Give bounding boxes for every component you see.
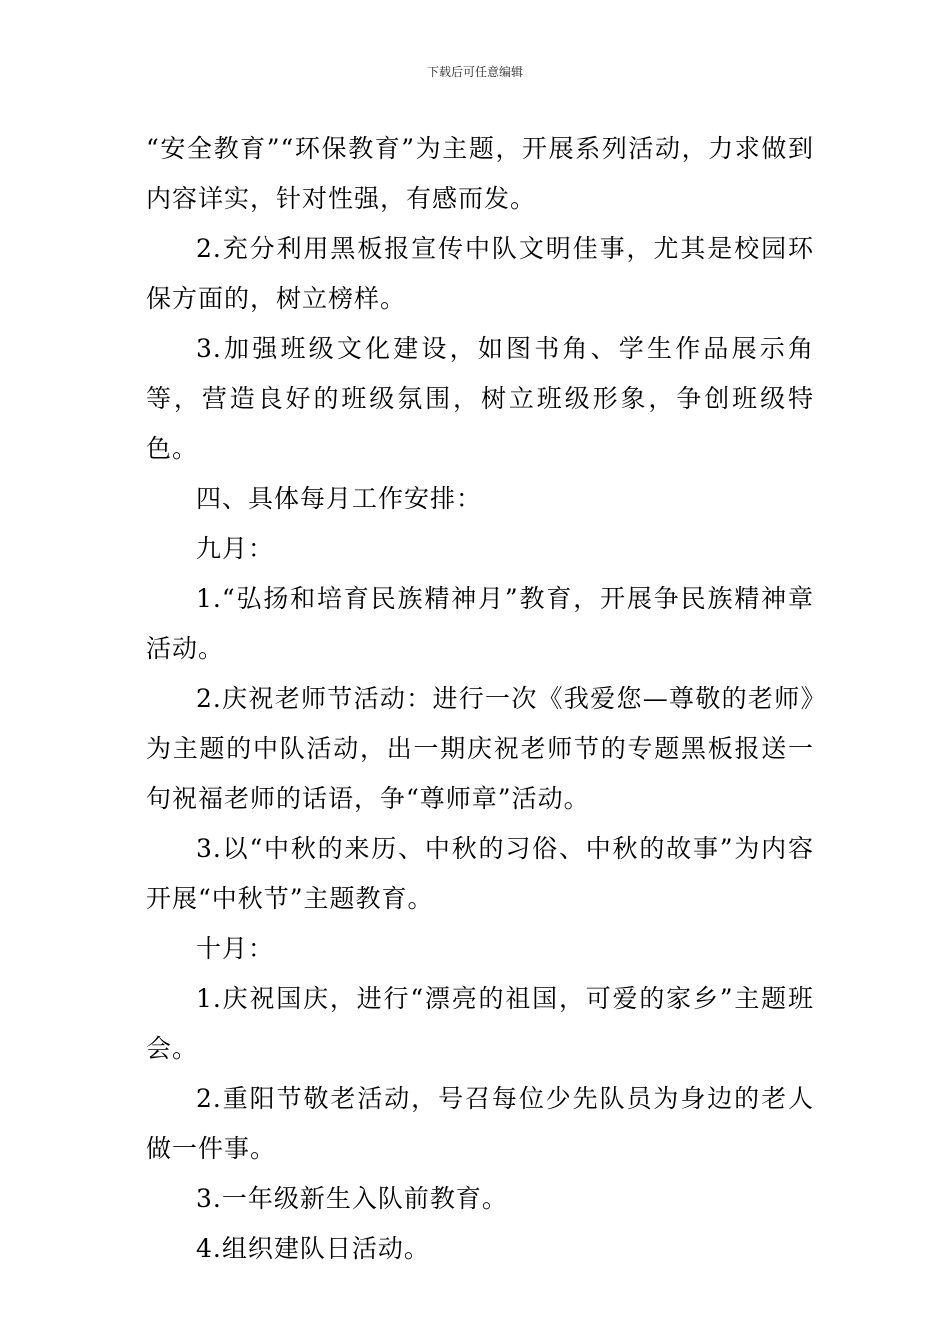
paragraph: 2.充分利用黑板报宣传中队文明佳事，尤其是校园环保方面的，树立榜样。 <box>146 234 814 313</box>
month-heading-september: 九月： <box>196 534 275 563</box>
paragraph: 2.庆祝老师节活动：进行一次《我爱您—尊敬的老师》为主题的中队活动，出一期庆祝老师节的专题黑板报送一句祝福老师的话语，争“尊师章”活动。 <box>146 684 814 813</box>
document-body <box>146 124 814 1274</box>
paragraph: 3.加强班级文化建设，如图书角、学生作品展示角等，营造良好的班级氛围，树立班级形象，争创班级特色。 <box>146 334 814 463</box>
month-heading-october: 十月： <box>196 934 275 963</box>
section-heading: 四、具体每月工作安排： <box>196 484 483 513</box>
paragraph: 4.组织建队日活动。 <box>196 1234 430 1263</box>
paragraph: “安全教育”“环保教育”为主题，开展系列活动，力求做到内容详实，针对性强，有感而发。 <box>146 134 814 213</box>
page-header: 下载后可任意编辑 <box>426 65 523 79</box>
paragraph: 1.“弘扬和培育民族精神月”教育，开展争民族精神章活动。 <box>146 584 814 663</box>
paragraph: 1.庆祝国庆，进行“漂亮的祖国，可爱的家乡”主题班会。 <box>146 984 814 1063</box>
paragraph: 3.一年级新生入队前教育。 <box>196 1184 508 1213</box>
paragraph: 3.以“中秋的来历、中秋的习俗、中秋的故事”为内容开展“中秋节”主题教育。 <box>146 834 814 913</box>
paragraph: 2.重阳节敬老活动，号召每位少先队员为身边的老人做一件事。 <box>146 1084 814 1163</box>
